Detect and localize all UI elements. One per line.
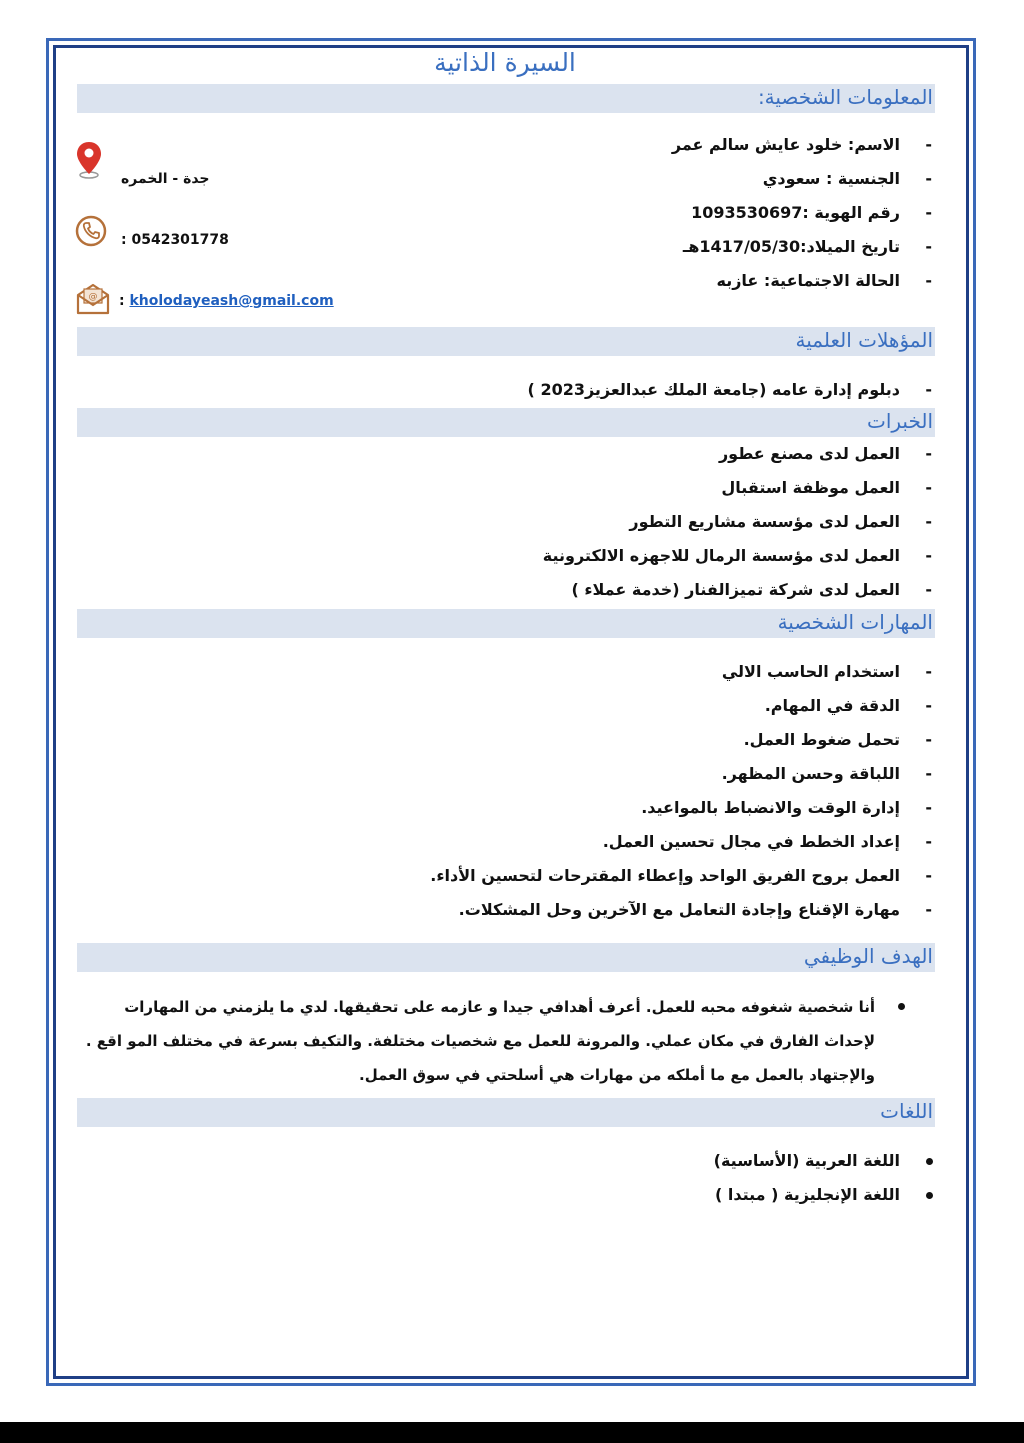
languages-list	[714, 1144, 900, 1212]
section-experience: الخبرات	[77, 408, 935, 437]
list-item: - دبلوم إدارة عامه (جامعة الملك عبدالعزيز2023 )	[528, 373, 900, 407]
experience-list	[543, 437, 900, 607]
list-item: - إدارة الوقت والانضباط بالمواعيد.	[430, 791, 900, 825]
list-item: - استخدام الحاسب الالي	[430, 655, 900, 689]
email-prefix: :	[119, 293, 125, 309]
list-item: - الاسم: خلود عايش سالم عمر	[672, 128, 900, 162]
list-item: - العمل لدى شركة تميزالفنار (خدمة عملاء )	[543, 573, 900, 607]
personal-info-list	[672, 128, 900, 298]
list-item: اللغة العربية (الأساسية)	[714, 1144, 900, 1178]
phone-number: : 0542301778	[121, 232, 229, 248]
list-item: - تحمل ضغوط العمل.	[430, 723, 900, 757]
list-item: - مهارة الإقناع وإجادة التعامل مع الآخرين وحل المشكلات.	[430, 893, 900, 927]
location-text: جدة - الخمره	[121, 171, 210, 187]
phone-icon	[75, 215, 107, 247]
email-link[interactable]: kholodayeash@gmail.com	[129, 293, 334, 309]
page-title: السيرة الذاتية	[434, 48, 576, 77]
qualifications-list	[528, 373, 900, 407]
section-personal: المعلومات الشخصية:	[77, 84, 935, 113]
email-row	[119, 293, 334, 309]
list-item: - اللباقة وحسن المظهر.	[430, 757, 900, 791]
objective-text: أنا شخصية شغوفه محبه للعمل. أعرف أهدافي جيدا و عازمه على تحقيقها. لدي ما يلزمني من المهارات لإحداث الفارق في مكان عملي. والمرونة للعمل مع شخصيات مختلفة. والتكيف بسرعة في مختلف المو اقع . والإجتهاد بالعمل مع ما أملكه من مهارات هي أسلحتي في سوق العمل.	[80, 990, 875, 1092]
list-item: - الجنسية : سعودي	[672, 162, 900, 196]
location-pin-icon	[75, 140, 103, 180]
section-qualifications: المؤهلات العلمية	[77, 327, 935, 356]
list-item: - رقم الهوية :1093530697	[672, 196, 900, 230]
list-item: - العمل بروح الفريق الواحد وإعطاء المقترحات لتحسين الأداء.	[430, 859, 900, 893]
envelope-icon	[76, 283, 110, 315]
skills-list	[430, 655, 900, 927]
list-item: - الدقة في المهام.	[430, 689, 900, 723]
list-item: - العمل موظفة استقبال	[543, 471, 900, 505]
list-item: اللغة الإنجليزية ( مبتدا )	[714, 1178, 900, 1212]
section-languages: اللغات	[77, 1098, 935, 1127]
list-item: - تاريخ الميلاد:1417/05/30هـ	[672, 230, 900, 264]
list-item: - العمل لدى مصنع عطور	[543, 437, 900, 471]
section-skills: المهارات الشخصية	[77, 609, 935, 638]
section-objective: الهدف الوظيفي	[77, 943, 935, 972]
list-item: - العمل لدى مؤسسة مشاريع التطور	[543, 505, 900, 539]
list-item: - إعداد الخطط في مجال تحسين العمل.	[430, 825, 900, 859]
list-item: - العمل لدى مؤسسة الرمال للاجهزه الالكترونية	[543, 539, 900, 573]
list-item: - الحالة الاجتماعية: عازبه	[672, 264, 900, 298]
svg-text:@: @	[88, 292, 98, 302]
bottom-bar	[0, 1422, 1024, 1443]
